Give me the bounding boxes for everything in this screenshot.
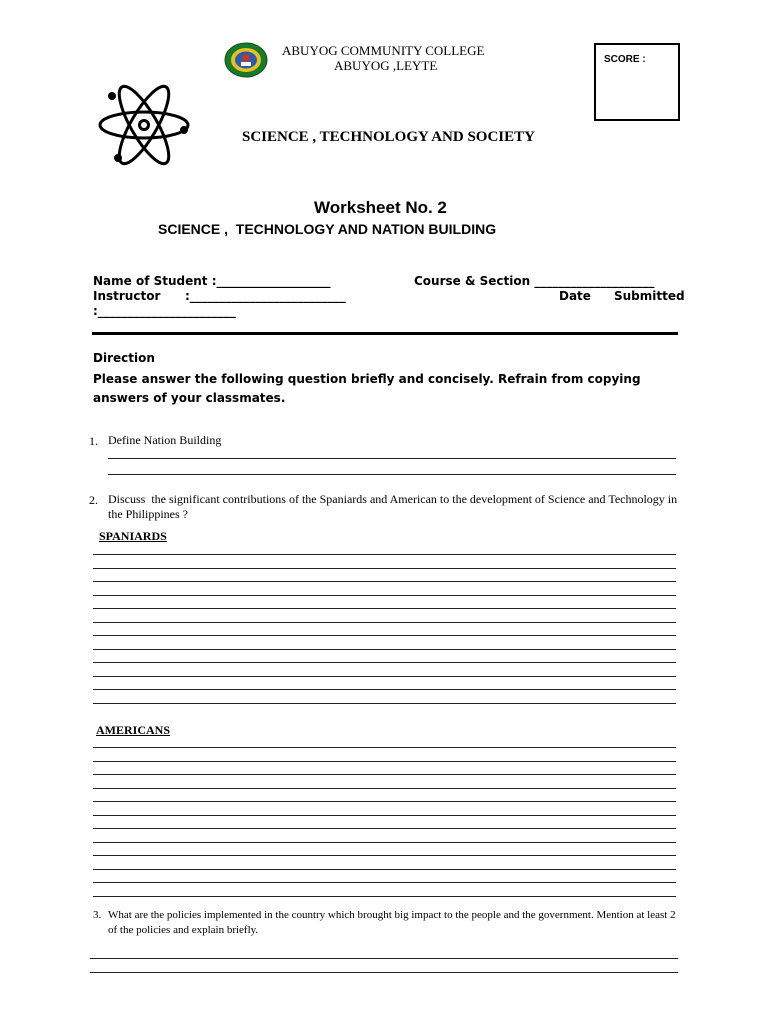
answer-line[interactable] [93, 815, 676, 816]
question-3-number: 3. [93, 909, 102, 921]
question-3-text: What are the policies implemented in the country which brought big impact to the people and the government. Mention at least 2 of the policies and explain briefly. [108, 909, 676, 936]
answer-line[interactable] [93, 662, 676, 663]
worksheet-title: Worksheet No. 2 [314, 198, 447, 217]
answer-line[interactable] [93, 828, 676, 829]
instructor-field[interactable]: :__________________________ [185, 289, 346, 303]
course-section-field[interactable]: Course & Section ____________________ [414, 274, 655, 288]
date-submitted-field[interactable]: :_______________________ [93, 304, 236, 318]
direction-text: Please answer the following question briefly and concisely. Refrain from copying answers of your classmates. [93, 372, 641, 405]
college-location: ABUYOG ,LEYTE [334, 58, 438, 73]
answer-line[interactable] [93, 869, 676, 870]
course-title: SCIENCE , TECHNOLOGY AND SOCIETY [242, 129, 535, 145]
answer-line[interactable] [90, 972, 678, 973]
atom-icon [96, 82, 192, 168]
answer-line[interactable] [93, 635, 676, 636]
worksheet-subtitle: SCIENCE , TECHNOLOGY AND NATION BUILDING [158, 221, 497, 237]
answer-line[interactable] [93, 761, 676, 762]
instructor-label: Instructor [93, 289, 161, 303]
answer-line[interactable] [93, 801, 676, 802]
submitted-label: Submitted [614, 289, 685, 303]
question-1-number: 1. [89, 434, 98, 448]
score-label: SCORE : [604, 54, 646, 65]
question-1-text: Define Nation Building [108, 433, 222, 447]
college-seal-icon [224, 42, 268, 78]
answer-line[interactable] [93, 896, 676, 897]
answer-line[interactable] [93, 703, 676, 704]
answer-line[interactable] [93, 622, 676, 623]
date-label: Date [559, 289, 591, 303]
answer-line[interactable] [93, 855, 676, 856]
divider [92, 332, 678, 335]
college-name: ABUYOG COMMUNITY COLLEGE [282, 43, 485, 58]
americans-heading: AMERICANS [96, 723, 171, 737]
answer-line[interactable] [93, 595, 676, 596]
answer-line[interactable] [93, 608, 676, 609]
score-box[interactable] [594, 43, 680, 121]
answer-line[interactable] [108, 474, 676, 475]
answer-line[interactable] [90, 958, 678, 959]
answer-line[interactable] [93, 774, 676, 775]
answer-line[interactable] [93, 882, 676, 883]
answer-line[interactable] [93, 676, 676, 677]
question-2-number: 2. [89, 493, 98, 507]
answer-line[interactable] [93, 581, 676, 582]
answer-line[interactable] [108, 458, 676, 459]
answer-line[interactable] [93, 649, 676, 650]
student-name-field[interactable]: Name of Student :___________________ [93, 274, 331, 288]
answer-line[interactable] [93, 554, 676, 555]
answer-line[interactable] [93, 747, 676, 748]
direction-heading: Direction [93, 351, 155, 365]
answer-line[interactable] [93, 842, 676, 843]
answer-line[interactable] [93, 788, 676, 789]
answer-line[interactable] [93, 568, 676, 569]
spaniards-heading: SPANIARDS [99, 529, 167, 543]
question-2-text: Discuss the significant contributions of the Spaniards and American to the development of Science and Technology in the Philippines ? [108, 492, 681, 521]
answer-line[interactable] [93, 689, 676, 690]
